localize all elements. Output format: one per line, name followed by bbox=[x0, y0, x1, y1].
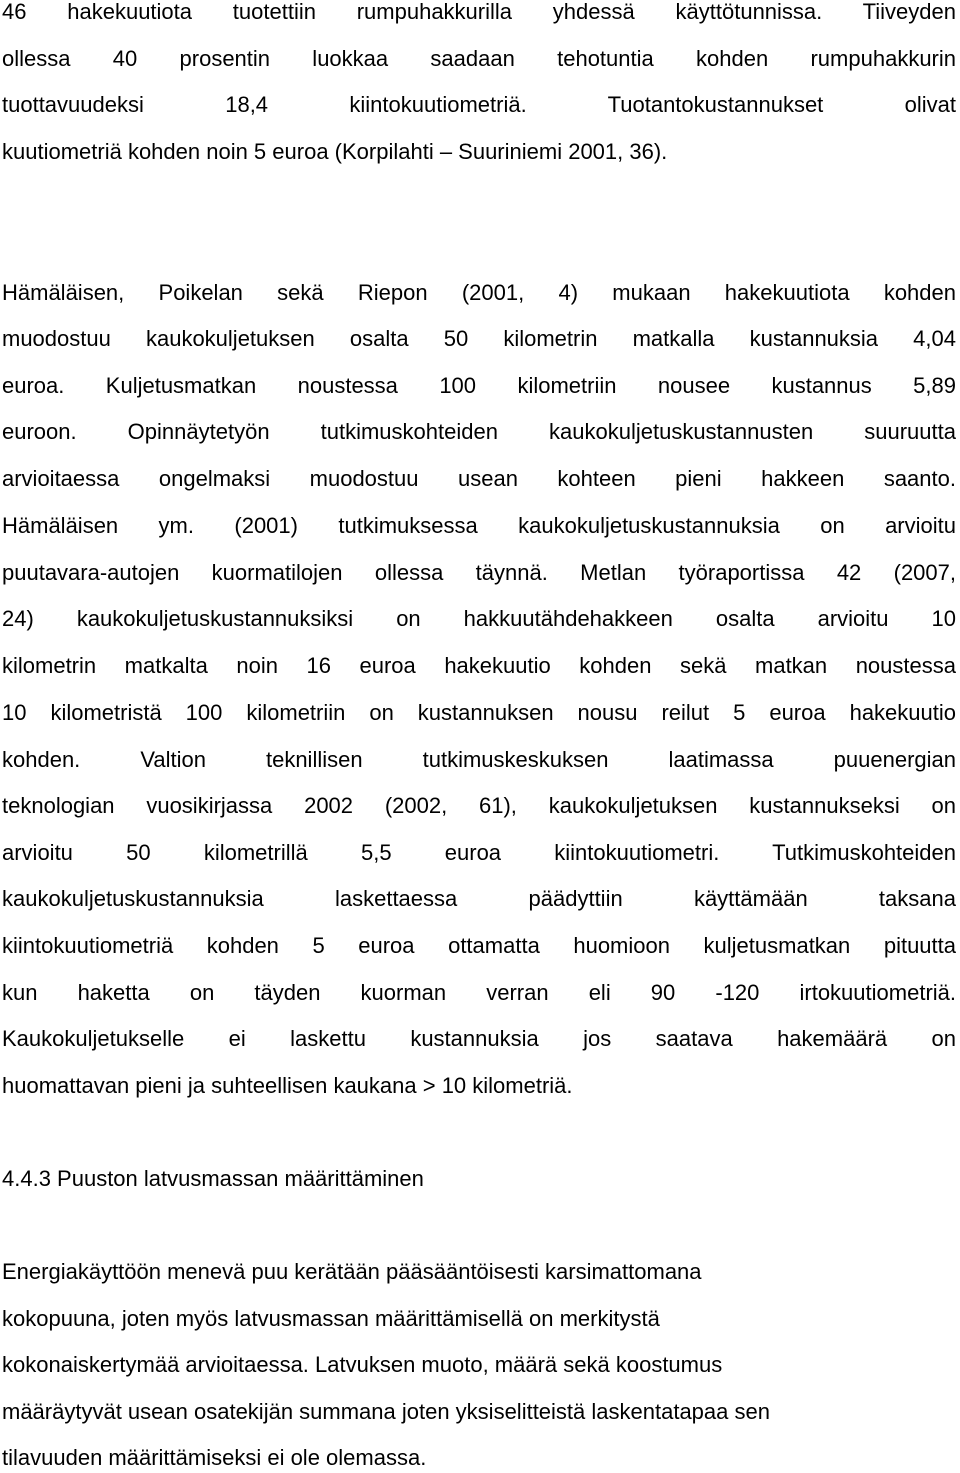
text-line: arvioitu 50 kilometrillä 5,5 euroa kiintokuutiometri. Tutkimuskohteiden bbox=[2, 840, 956, 865]
text-line: 10 kilometristä 100 kilometriin on kustannuksen nousu reilut 5 euroa hakekuutio bbox=[2, 700, 956, 725]
text-line: teknologian vuosikirjassa 2002 (2002, 61), kaukokuljetuksen kustannukseksi on bbox=[2, 793, 956, 818]
text-line: kiintokuutiometriä kohden 5 euroa ottamatta huomioon kuljetusmatkan pituutta bbox=[2, 933, 956, 958]
text-line: arvioitaessa ongelmaksi muodostuu usean kohteen pieni hakkeen saanto. bbox=[2, 466, 956, 491]
text-line: kun haketta on täyden kuorman verran eli 90 -120 irtokuutiometriä. bbox=[2, 980, 956, 1005]
text-line: puutavara-autojen kuormatilojen ollessa täynnä. Metlan työraportissa 42 (2007, bbox=[2, 560, 956, 585]
text-line: Hämäläisen ym. (2001) tutkimuksessa kaukokuljetuskustannuksia on arvioitu bbox=[2, 513, 956, 538]
text-line: 46 hakekuutiota tuotettiin rumpuhakkurilla yhdessä käyttötunnissa. Tiiveyden bbox=[2, 0, 956, 24]
text-line: ollessa 40 prosentin luokkaa saadaan tehotuntia kohden rumpuhakkurin bbox=[2, 46, 956, 71]
text-line: kuutiometriä kohden noin 5 euroa (Korpilahti – Suuriniemi 2001, 36). bbox=[2, 139, 668, 164]
text-line: Kaukokuljetukselle ei laskettu kustannuksia jos saatava hakemäärä on bbox=[2, 1026, 956, 1051]
text-line: kaukokuljetuskustannuksia laskettaessa päädyttiin käyttämään taksana bbox=[2, 886, 956, 911]
section-heading: 4.4.3 Puuston latvusmassan määrittäminen bbox=[2, 1166, 424, 1191]
text-line: kokonaiskertymää arvioitaessa. Latvuksen muoto, määrä sekä koostumus bbox=[2, 1352, 723, 1377]
text-line: Hämäläisen, Poikelan sekä Riepon (2001, 4) mukaan hakekuutiota kohden bbox=[2, 280, 956, 305]
text-line: tilavuuden määrittämiseksi ei ole olemassa. bbox=[2, 1445, 427, 1470]
text-line: Energiakäyttöön menevä puu kerätään pääsääntöisesti karsimattomana bbox=[2, 1259, 702, 1284]
text-line: tuottavuudeksi 18,4 kiintokuutiometriä. Tuotantokustannukset olivat bbox=[2, 92, 956, 117]
text-line: kokopuuna, joten myös latvusmassan määrittämisellä on merkitystä bbox=[2, 1306, 660, 1331]
text-line: kilometrin matkalta noin 16 euroa hakekuutio kohden sekä matkan noustessa bbox=[2, 653, 956, 678]
text-line: muodostuu kaukokuljetuksen osalta 50 kilometrin matkalla kustannuksia 4,04 bbox=[2, 326, 956, 351]
text-line: euroon. Opinnäytetyön tutkimuskohteiden kaukokuljetuskustannusten suuruutta bbox=[2, 419, 956, 444]
text-line: euroa. Kuljetusmatkan noustessa 100 kilometriin nousee kustannus 5,89 bbox=[2, 373, 956, 398]
text-line: kohden. Valtion teknillisen tutkimuskeskuksen laatimassa puuenergian bbox=[2, 747, 956, 772]
text-line: 24) kaukokuljetuskustannuksiksi on hakkuutähdehakkeen osalta arvioitu 10 bbox=[2, 606, 956, 631]
text-line: huomattavan pieni ja suhteellisen kaukana > 10 kilometriä. bbox=[2, 1073, 573, 1098]
text-line: määräytyvät usean osatekijän summana joten yksiselitteistä laskentatapaa sen bbox=[2, 1399, 770, 1424]
